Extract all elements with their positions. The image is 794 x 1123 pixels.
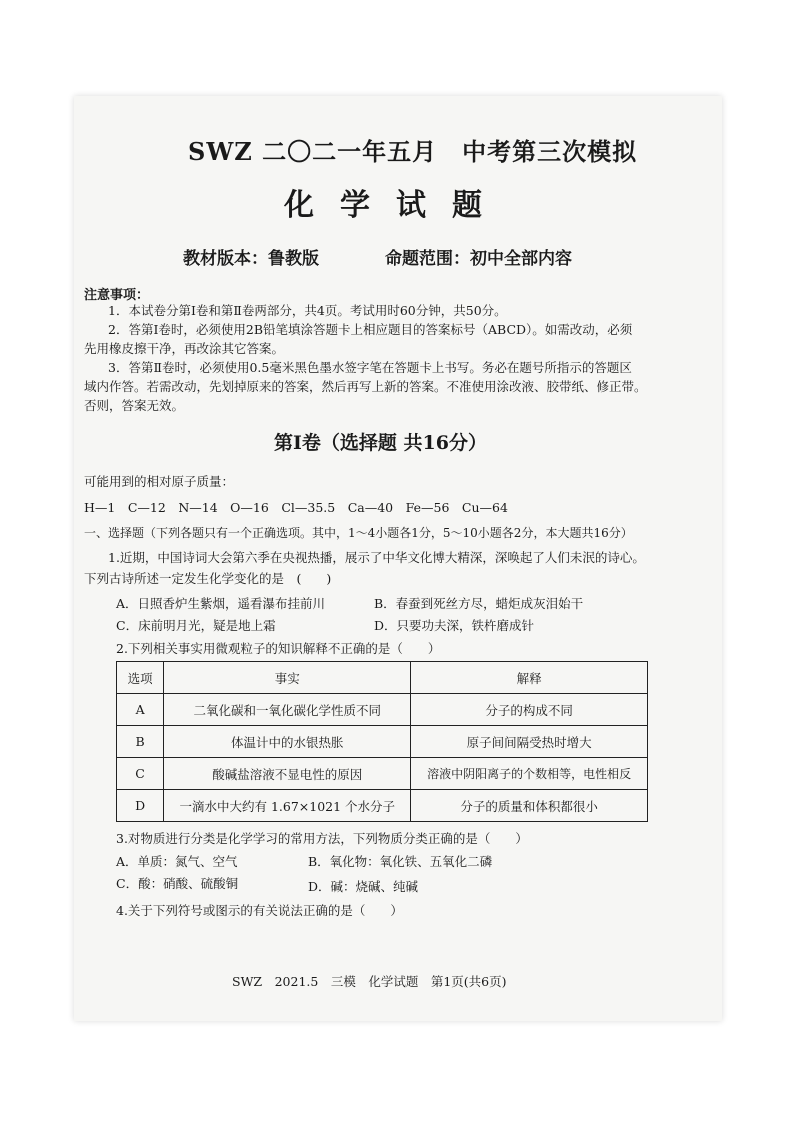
q1-option-b: B．春蚕到死丝方尽，蜡炬成灰泪始干 (374, 596, 584, 611)
atomic-mass-label: 可能用到的相对原子质量： (84, 474, 235, 489)
q1-option-a: A．日照香炉生紫烟，遥看瀑布挂前川 (116, 596, 326, 611)
q4-stem: 4.关于下列符号或图示的有关说法正确的是（ ） (116, 903, 403, 918)
q3-option-a: A．单质：氮气、空气 (116, 854, 238, 869)
part-1-heading: 一、选择题（下列各题只有一个正确选项。其中，1～4小题各1分，5～10小题各2分，本大题共16分） (84, 526, 633, 540)
exam-scope: 命题范围：初中全部内容 (385, 249, 572, 269)
q1-option-d: D．只要功夫深，铁杵磨成针 (374, 618, 535, 633)
q3-option-b: B．氧化物：氧化铁、五氧化二磷 (308, 854, 493, 869)
q1-stem-line-1: 1.近期，中国诗词大会第六季在央视热播，展示了中华文化博大精深，深唤起了人们未泯的诗心。 (108, 550, 645, 565)
table-cell: 二氧化碳和一氧化碳化学性质不同 (164, 694, 411, 726)
note-3-line-1: 3．答第Ⅱ卷时，必须使用0.5毫米黑色墨水签字笔在答题卡上书写。务必在题号所指示的答题区 (108, 360, 632, 375)
table-cell: 酸碱盐溶液不显电性的原因 (164, 758, 411, 790)
note-2-line-2: 先用橡皮擦干净，再改涂其它答案。 (84, 341, 285, 356)
note-2-line-1: 2．答第Ⅰ卷时，必须使用2B铅笔填涂答题卡上相应题目的答案标号（ABCD）。如需改动，必须 (108, 322, 633, 337)
note-3-line-3: 否则，答案无效。 (84, 398, 185, 413)
table-cell: 体温计中的水银热胀 (164, 726, 411, 758)
note-3-line-2: 域内作答。若需改动，先划掉原来的答案，然后再写上新的答案。不准使用涂改液、胶带纸、修正带。 (84, 379, 647, 394)
table-header-row (117, 662, 648, 694)
table-cell: 分子的构成不同 (411, 694, 648, 726)
q2-stem: 2.下列相关事实用微观粒子的知识解释不正确的是（ ） (116, 641, 441, 656)
note-1: 1．本试卷分第Ⅰ卷和第Ⅱ卷两部分，共4页。考试用时60分钟，共50分。 (108, 303, 507, 318)
subject-title: 化学试题 (284, 188, 508, 223)
table-cell: 原子间间隔受热时增大 (411, 726, 648, 758)
q2-table (116, 661, 648, 822)
table-row (117, 694, 648, 726)
q3-option-c: C．酸：硝酸、硫酸铜 (116, 876, 239, 891)
table-header-cell: 选项 (117, 662, 164, 694)
q3-stem: 3.对物质进行分类是化学学习的常用方法，下列物质分类正确的是（ ） (116, 831, 528, 846)
table-cell: B (117, 726, 164, 758)
table-row (117, 758, 648, 790)
table-cell: C (117, 758, 164, 790)
table-row (117, 726, 648, 758)
q3-option-d: D．碱：烧碱、纯碱 (308, 879, 419, 894)
page-footer: SWZ 2021.5 三模 化学试题 第1页(共6页) (232, 974, 507, 989)
table-header-cell: 事实 (164, 662, 411, 694)
table-cell: 一滴水中大约有 1.67×1021 个水分子 (164, 790, 411, 822)
q1-stem-line-2: 下列古诗所述一定发生化学变化的是 ( ) (84, 571, 332, 586)
section-1-title: 第Ⅰ卷（选择题 共16分） (274, 432, 487, 454)
table-cell: A (117, 694, 164, 726)
table-cell: 分子的质量和体积都很小 (411, 790, 648, 822)
textbook-edition: 教材版本：鲁教版 (183, 249, 319, 269)
q1-option-c: C．床前明月光，疑是地上霜 (116, 618, 276, 633)
table-header-cell: 解释 (411, 662, 648, 694)
atomic-mass-values: H—1 C—12 N—14 O—16 Cl—35.5 Ca—40 Fe—56 Cu—64 (84, 500, 508, 515)
exam-title-line: SWZ 二〇二一年五月 中考第三次模拟 (188, 137, 638, 166)
notes-heading: 注意事项： (84, 288, 150, 303)
table-row (117, 790, 648, 822)
table-cell: 溶液中阴阳离子的个数相等，电性相反 (411, 758, 648, 790)
table-cell: D (117, 790, 164, 822)
